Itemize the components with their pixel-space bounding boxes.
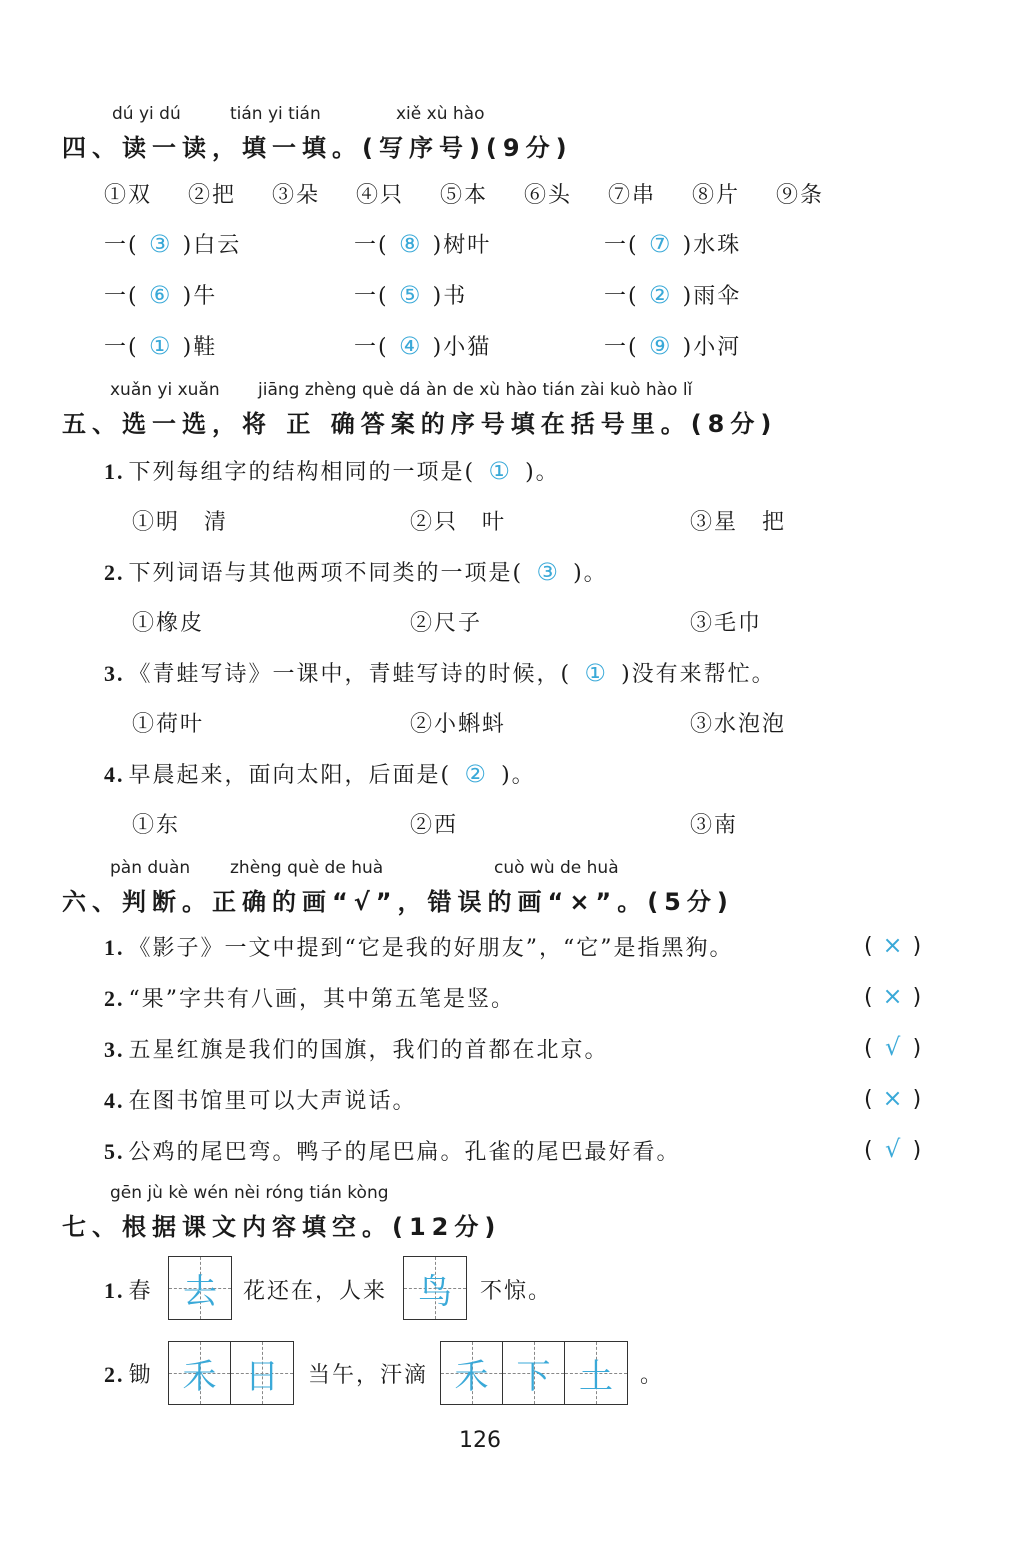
prefix-text: 一(: [604, 233, 639, 258]
noun-text: 小河: [693, 335, 742, 360]
fill-q1-prefix: [104, 1274, 153, 1305]
option: ①双: [104, 183, 153, 208]
judge-item: [104, 931, 734, 962]
open-paren: (: [864, 1087, 873, 1112]
page-number: 126: [459, 1428, 501, 1453]
grid-char: 禾: [454, 1356, 489, 1397]
suffix-text: ): [432, 284, 444, 309]
option: ⑧片: [692, 183, 741, 208]
close-paren: ): [912, 985, 922, 1010]
noun-text: 鞋: [193, 335, 218, 360]
open-paren: (: [864, 1138, 873, 1163]
noun-text: 书: [443, 284, 468, 309]
pinyin-pan-duan: pàn duàn: [110, 858, 191, 878]
fill-blank-item: [604, 279, 741, 310]
fill-text: 锄: [128, 1363, 153, 1388]
answer-blank[interactable]: ①: [584, 659, 608, 687]
fill-q2-prefix: [104, 1358, 153, 1389]
question-number: 2.: [104, 560, 125, 585]
noun-text: 树叶: [443, 233, 492, 258]
judge-answer-box[interactable]: [864, 982, 921, 1010]
option: ④只: [356, 183, 405, 208]
suffix-text: ): [182, 233, 194, 258]
judge-item: [104, 1084, 417, 1115]
judge-item: [104, 982, 515, 1013]
choice-option: ①橡皮: [132, 611, 205, 636]
choice-option: ①东: [132, 813, 181, 838]
question-text: 早晨起来，面向太阳，后面是(: [128, 763, 452, 788]
judge-item: [104, 1135, 681, 1166]
tian-grid-q1-b[interactable]: [403, 1256, 467, 1320]
suffix-text: ): [182, 335, 194, 360]
fill-blank-item: [354, 279, 467, 310]
choice-option: ③星 把: [690, 510, 787, 535]
grid-char: 鸟: [418, 1271, 452, 1312]
suffix-text: ): [682, 284, 694, 309]
judge-mark[interactable]: √: [884, 1033, 901, 1061]
noun-text: 水珠: [693, 233, 742, 258]
answer-blank[interactable]: ①: [148, 332, 173, 360]
question-number: 2.: [104, 986, 125, 1011]
option: ③朵: [272, 183, 321, 208]
question-number: 2.: [104, 1362, 125, 1387]
suffix-text: ): [182, 284, 194, 309]
pinyin-xie-xu-hao: xiě xù hào: [396, 104, 485, 124]
answer-blank[interactable]: ③: [148, 230, 173, 258]
question-number: 3.: [104, 1037, 125, 1062]
question-line: [104, 455, 560, 486]
prefix-text: 一(: [104, 233, 139, 258]
judge-text: “果”字共有八画，其中第五笔是竖。: [128, 987, 515, 1012]
fill-blank-item: [604, 330, 741, 361]
question-text: )。: [525, 460, 560, 485]
answer-blank[interactable]: ①: [488, 457, 512, 485]
choice-option: ③南: [690, 813, 739, 838]
fill-blank-item: [104, 330, 217, 361]
question-text: )没有来帮忙。: [621, 662, 776, 687]
judge-mark[interactable]: √: [884, 1135, 901, 1163]
pinyin-section-5-instruction: jiāng zhèng què dá àn de xù hào tián zài kuò hào lǐ: [258, 380, 693, 400]
section-5-title: 五、选一选，将 正 确答案的序号填在括号里。(8分): [62, 410, 778, 438]
answer-blank[interactable]: ④: [398, 332, 423, 360]
prefix-text: 一(: [604, 335, 639, 360]
fill-blank-item: [104, 228, 241, 259]
question-number: 3.: [104, 661, 125, 686]
question-text: 《青蛙写诗》一课中，青蛙写诗的时候，(: [128, 662, 572, 687]
judge-mark[interactable]: ×: [882, 1084, 903, 1112]
open-paren: (: [864, 1036, 873, 1061]
pinyin-du-yi-du: dú yi dú: [112, 104, 181, 124]
option: ⑥头: [524, 183, 573, 208]
suffix-text: ): [682, 233, 694, 258]
close-paren: ): [912, 934, 922, 959]
judge-item: [104, 1033, 609, 1064]
noun-text: 小猫: [443, 335, 492, 360]
answer-blank[interactable]: ⑥: [148, 281, 173, 309]
prefix-text: 一(: [104, 335, 139, 360]
answer-blank[interactable]: ⑧: [398, 230, 423, 258]
judge-mark[interactable]: ×: [882, 982, 903, 1010]
fill-text: 。: [640, 1363, 665, 1388]
option: ⑦串: [608, 183, 657, 208]
section-6-title: 六、判断。正确的画“√”，错误的画“×”。(5分): [62, 888, 734, 916]
pinyin-tian-yi-tian: tián yi tián: [230, 104, 321, 124]
judge-text: 五星红旗是我们的国旗，我们的首都在北京。: [128, 1038, 609, 1063]
close-paren: ): [912, 1036, 922, 1061]
choice-option: ②小蝌蚪: [410, 712, 507, 737]
question-line: [104, 657, 776, 688]
fill-text: 不惊。: [480, 1279, 553, 1304]
question-text: )。: [501, 763, 536, 788]
fill-text: 花还在，人来: [243, 1279, 388, 1304]
suffix-text: ): [432, 335, 444, 360]
pinyin-xuan-yi-xuan: xuǎn yi xuǎn: [110, 380, 220, 400]
choice-option: ①荷叶: [132, 712, 205, 737]
judge-answer-box[interactable]: [864, 1135, 921, 1163]
question-line: [104, 556, 608, 587]
fill-text: 当午，汗滴: [308, 1363, 429, 1388]
option: ②把: [188, 183, 237, 208]
pinyin-section-7: gēn jù kè wén nèi róng tián kòng: [110, 1183, 389, 1203]
question-number: 4.: [104, 1088, 125, 1113]
choice-option: ③水泡泡: [690, 712, 787, 737]
choice-option: ②只 叶: [410, 510, 507, 535]
section-4-title: 四、读一读，填一填。(写序号)(9分): [62, 134, 573, 162]
suffix-text: ): [682, 335, 694, 360]
answer-blank[interactable]: ②: [648, 281, 673, 309]
question-number: 1.: [104, 1278, 125, 1303]
prefix-text: 一(: [104, 284, 139, 309]
close-paren: ): [912, 1087, 922, 1112]
choice-option: ①明 清: [132, 510, 229, 535]
fill-blank-item: [354, 228, 491, 259]
fill-blank-item: [604, 228, 741, 259]
answer-blank[interactable]: ⑨: [648, 332, 673, 360]
judge-text: 在图书馆里可以大声说话。: [128, 1089, 417, 1114]
judge-answer-box[interactable]: [864, 1033, 921, 1061]
question-number: 1.: [104, 935, 125, 960]
section-7-title: 七、根据课文内容填空。(12分): [62, 1213, 502, 1241]
noun-text: 雨伞: [693, 284, 742, 309]
open-paren: (: [864, 985, 873, 1010]
pinyin-zheng-que-de-hua: zhèng què de huà: [230, 858, 384, 878]
choice-option: ②尺子: [410, 611, 483, 636]
judge-answer-box[interactable]: [864, 931, 921, 959]
grid-char: 禾: [182, 1356, 217, 1397]
grid-char: 土: [579, 1356, 613, 1397]
question-text: 下列词语与其他两项不同类的一项是(: [128, 561, 524, 586]
tian-grid-q2-a[interactable]: [168, 1341, 294, 1405]
question-number: 4.: [104, 762, 125, 787]
choice-option: ②西: [410, 813, 459, 838]
suffix-text: ): [432, 233, 444, 258]
tian-grid-q2-b[interactable]: [440, 1341, 628, 1405]
prefix-text: 一(: [354, 284, 389, 309]
measure-word-options: [104, 178, 860, 209]
grid-char: 去: [183, 1271, 217, 1312]
prefix-text: 一(: [604, 284, 639, 309]
answer-blank[interactable]: ⑤: [398, 281, 423, 309]
question-line: [104, 758, 536, 789]
prefix-text: 一(: [354, 233, 389, 258]
tian-grid-q1-a[interactable]: [168, 1256, 232, 1320]
grid-char: 日: [245, 1356, 279, 1397]
option: ⑤本: [440, 183, 489, 208]
judge-text: 公鸡的尾巴弯。鸭子的尾巴扁。孔雀的尾巴最好看。: [128, 1140, 681, 1165]
noun-text: 白云: [193, 233, 242, 258]
option: ⑨条: [776, 183, 825, 208]
fill-blank-item: [354, 330, 491, 361]
open-paren: (: [864, 934, 873, 959]
fill-text: 春: [128, 1279, 153, 1304]
judge-answer-box[interactable]: [864, 1084, 921, 1112]
judge-text: 《影子》一文中提到“它是我的好朋友”，“它”是指黑狗。: [128, 936, 734, 961]
fill-blank-item: [104, 279, 217, 310]
question-number: 5.: [104, 1139, 125, 1164]
prefix-text: 一(: [354, 335, 389, 360]
choice-option: ③毛巾: [690, 611, 763, 636]
question-text: 下列每组字的结构相同的一项是(: [128, 460, 476, 485]
answer-blank[interactable]: ③: [536, 558, 560, 586]
judge-mark[interactable]: ×: [882, 931, 903, 959]
answer-blank[interactable]: ②: [464, 760, 488, 788]
noun-text: 牛: [193, 284, 218, 309]
pinyin-cuo-wu-de-hua: cuò wù de huà: [494, 858, 619, 878]
answer-blank[interactable]: ⑦: [648, 230, 673, 258]
grid-char: 下: [516, 1356, 551, 1397]
question-number: 1.: [104, 459, 125, 484]
close-paren: ): [912, 1138, 922, 1163]
question-text: )。: [573, 561, 608, 586]
